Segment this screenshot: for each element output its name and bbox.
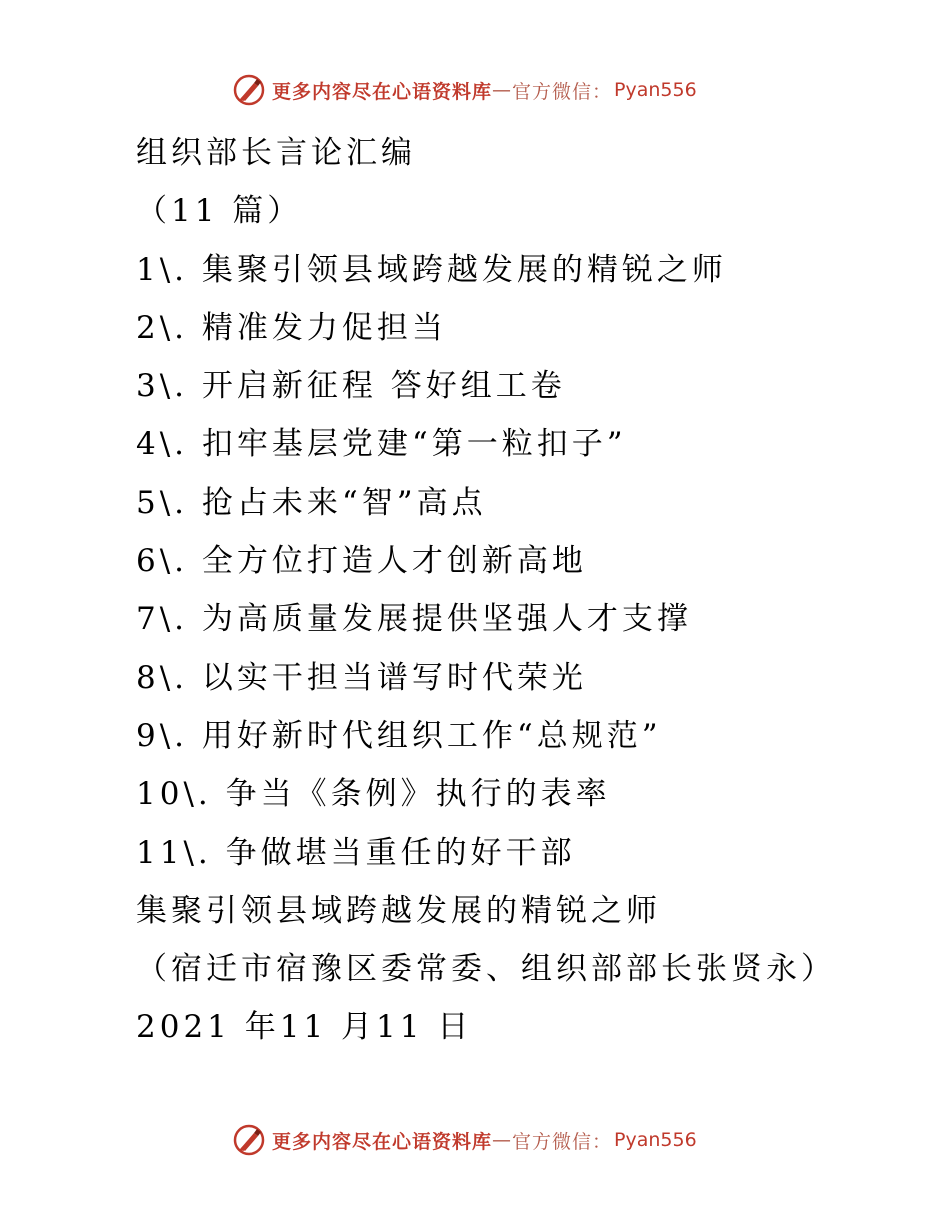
toc-item: 4\. 扣牢基层党建“第一粒扣子” <box>136 426 627 463</box>
document-body <box>136 124 856 1057</box>
toc-item: 9\. 用好新时代组织工作“总规范” <box>136 717 662 754</box>
article-date: 2021 年11 月11 日 <box>136 1009 473 1046</box>
toc-item: 11\. 争做堪当重任的好干部 <box>136 834 576 871</box>
toc-item: 5\. 抢占未来“智”高点 <box>136 484 487 521</box>
toc-item: 2\. 精准发力促担当 <box>136 309 447 346</box>
watermark-site-text: 更多内容尽在心语资料库 <box>272 1130 493 1153</box>
toc-item: 8\. 以实干担当谱写时代荣光 <box>136 659 587 696</box>
article-count: （11 篇） <box>136 193 303 230</box>
pen-logo-icon <box>232 73 266 107</box>
footer-watermark <box>232 1122 697 1158</box>
article-author: （宿迁市宿豫区委常委、组织部部长张贤永） <box>136 951 836 988</box>
pen-logo-icon <box>232 1123 266 1157</box>
watermark-separator: — <box>492 79 513 101</box>
toc-item: 10\. 争当《条例》执行的表率 <box>136 776 611 813</box>
toc-item: 7\. 为高质量发展提供坚强人才支撑 <box>136 601 692 638</box>
watermark-separator: — <box>492 1129 513 1151</box>
watermark-site-text: 更多内容尽在心语资料库 <box>272 80 493 103</box>
header-watermark <box>232 72 697 108</box>
watermark-wechat-id: Pyan556 <box>614 79 697 101</box>
watermark-wechat-label: 官方微信： <box>512 1130 613 1153</box>
toc-item: 3\. 开启新征程 答好组工卷 <box>136 368 566 405</box>
watermark-wechat-label: 官方微信： <box>512 80 613 103</box>
document-title: 组织部长言论汇编 <box>136 135 416 171</box>
watermark-wechat-id: Pyan556 <box>614 1129 697 1151</box>
article-title: 集聚引领县域跨越发展的精锐之师 <box>136 892 661 929</box>
toc-item: 6\. 全方位打造人才创新高地 <box>136 543 587 580</box>
toc-item: 1\. 集聚引领县域跨越发展的精锐之师 <box>136 251 727 288</box>
